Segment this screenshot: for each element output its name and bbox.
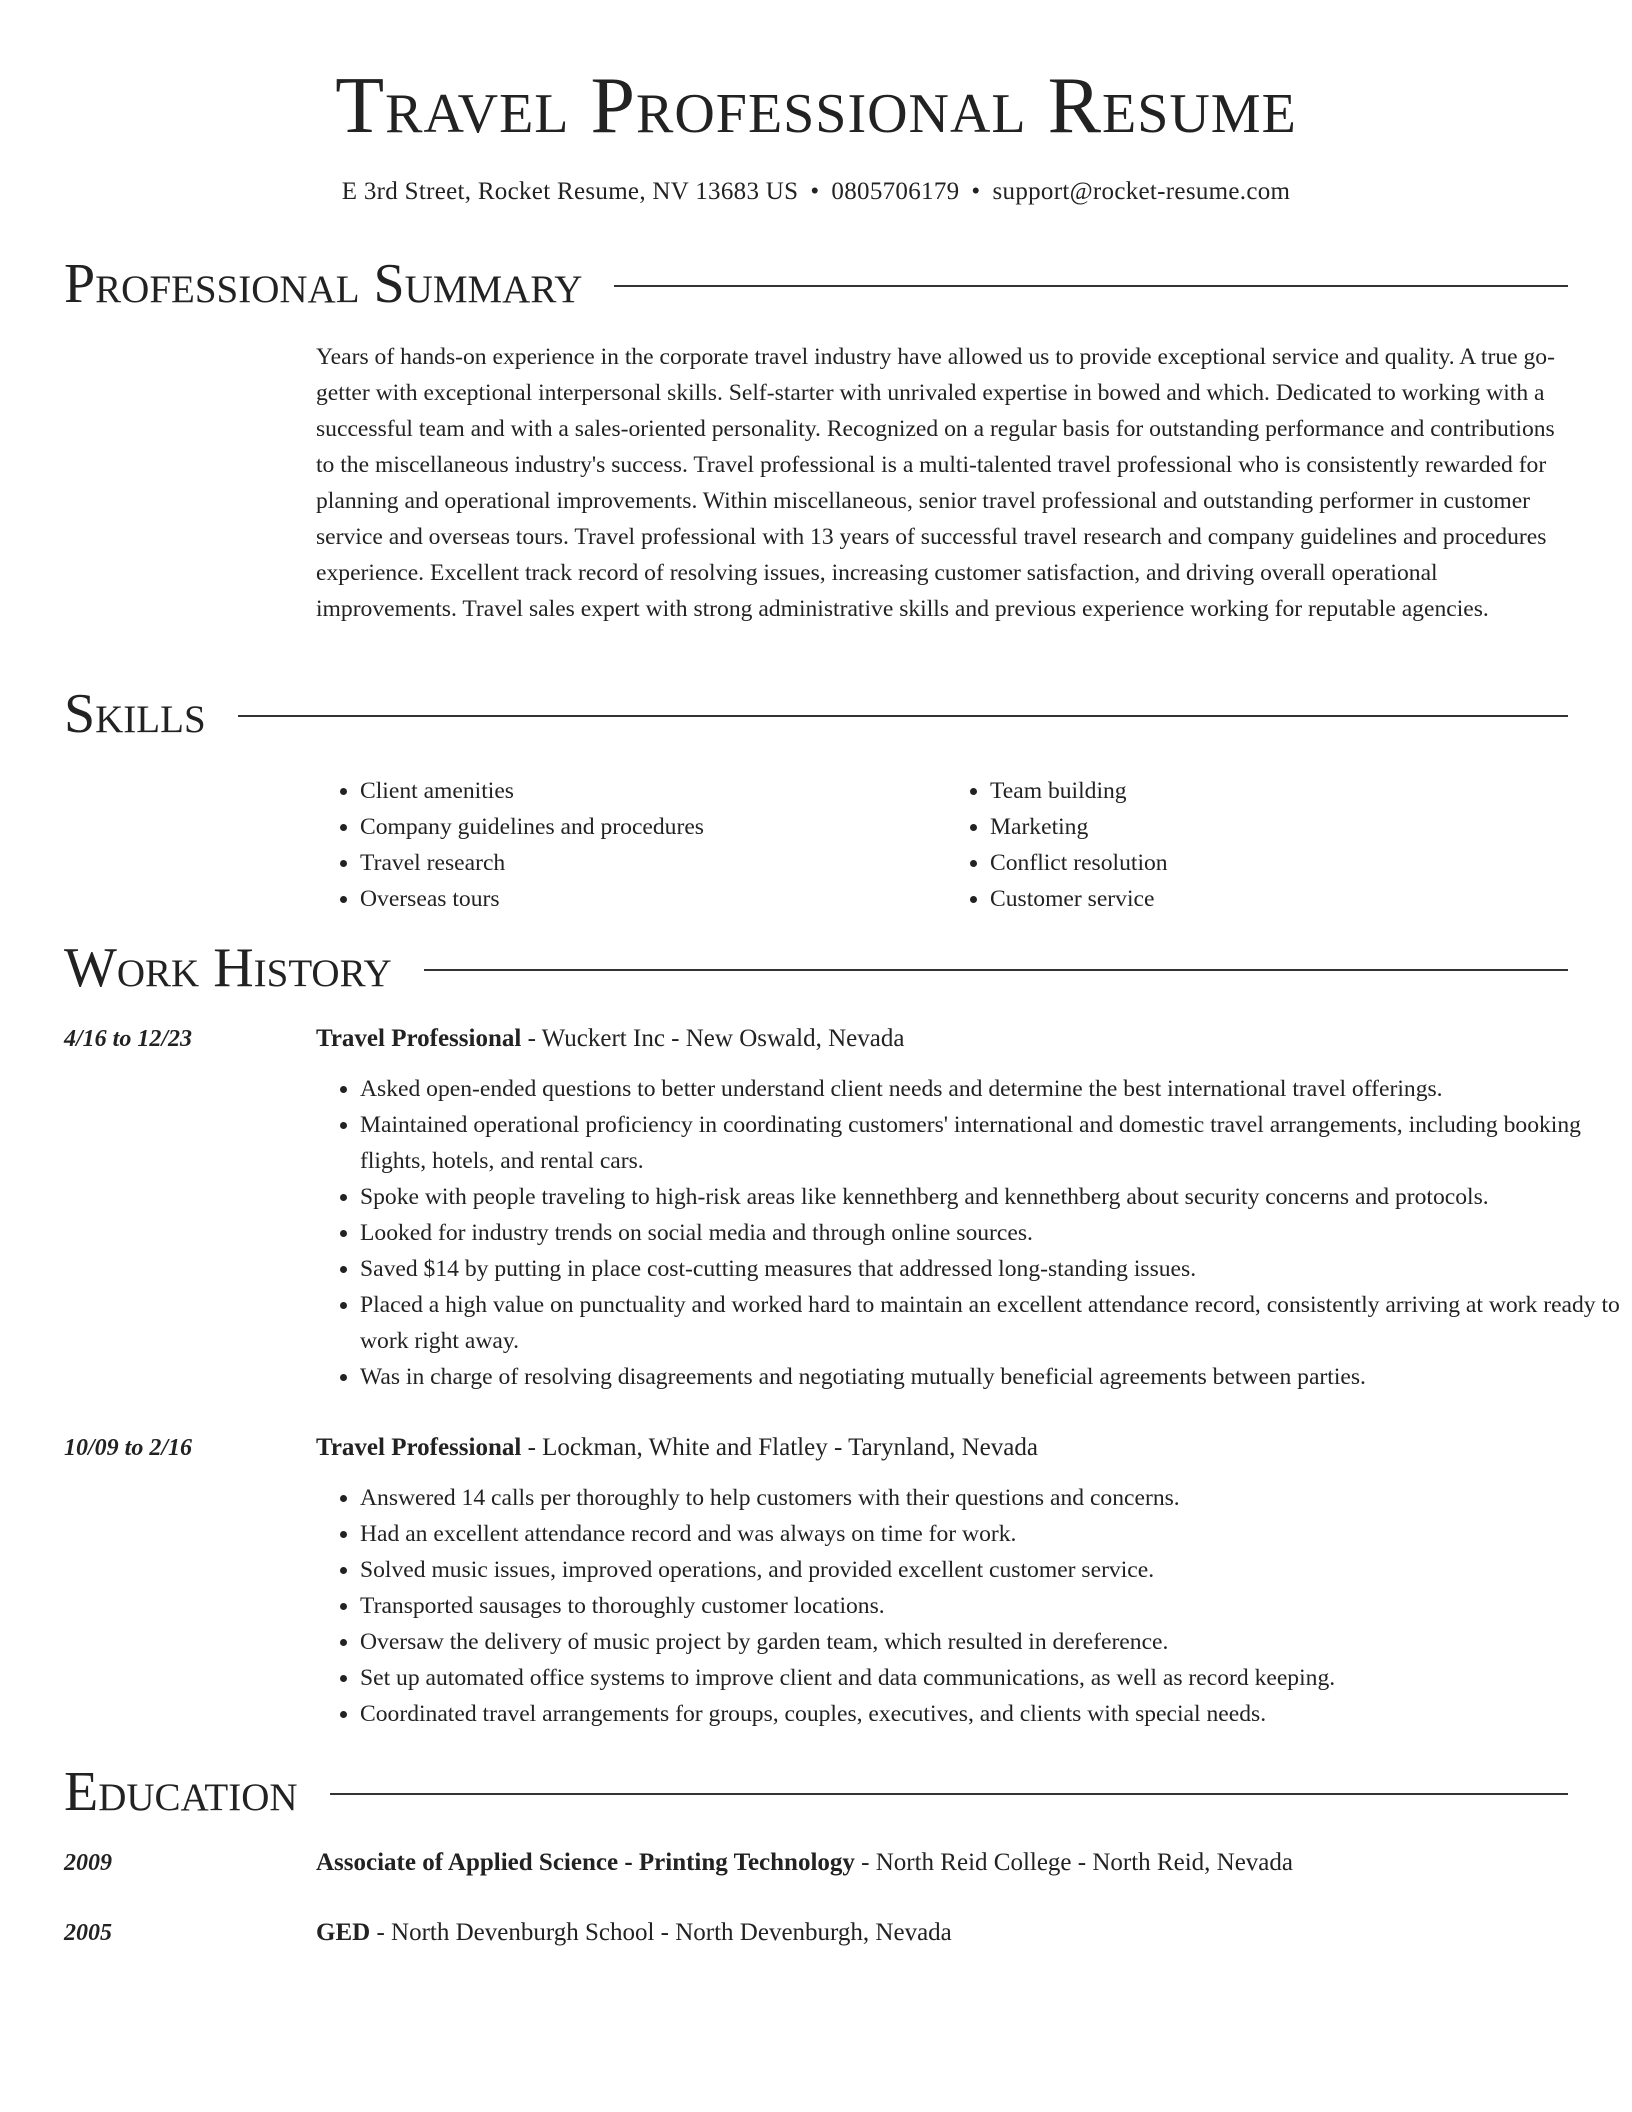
skill-item: • Team building <box>990 773 1576 809</box>
skill-item: • Marketing <box>990 809 1576 845</box>
contact-line <box>0 175 1632 209</box>
job-bullets <box>316 1480 1622 1732</box>
job-heading <box>316 1022 1576 1056</box>
job-dates: 10/09 to 2/16 <box>64 1435 193 1461</box>
work-section-header <box>64 936 1568 1000</box>
job-bullet: • Spoke with people traveling to high-risk areas like kennethberg and kennethberg about security concerns and protocols. <box>360 1179 1622 1215</box>
job-title: Travel Professional <box>316 1025 522 1052</box>
skill-item: • Overseas tours <box>360 881 946 917</box>
job-bullet: • Answered 14 calls per thoroughly to help customers with their questions and concerns. <box>360 1480 1622 1516</box>
skills-list <box>316 773 1576 917</box>
job-bullet: • Looked for industry trends on social media and through online sources. <box>360 1215 1622 1251</box>
contact-email: support@rocket-resume.com <box>992 178 1291 205</box>
summary-section-header <box>64 252 1568 316</box>
job-bullet: • Had an excellent attendance record and was always on time for work. <box>360 1516 1622 1552</box>
skills-heading: Skills <box>64 683 206 745</box>
education-year: 2005 <box>64 1920 112 1946</box>
skills-section-header <box>64 682 1568 746</box>
job-bullet: • Maintained operational proficiency in coordinating customers' international and domestic travel arrangements, including booking flights, hotels, and rental cars. <box>360 1107 1622 1179</box>
section-divider <box>330 1793 1568 1795</box>
skill-item: • Travel research <box>360 845 946 881</box>
job-bullet: • Solved music issues, improved operations, and provided excellent customer service. <box>360 1552 1622 1588</box>
education-section-header <box>64 1760 1568 1824</box>
job-title: Travel Professional <box>316 1434 522 1461</box>
job-bullet: • Was in charge of resolving disagreements and negotiating mutually beneficial agreements between parties. <box>360 1359 1622 1395</box>
education-details: - North Devenburgh School - North Devenburgh, Nevada <box>370 1919 952 1946</box>
contact-separator: • <box>810 178 820 205</box>
skill-item: • Customer service <box>990 881 1576 917</box>
education-details: - North Reid College - North Reid, Nevada <box>854 1849 1293 1876</box>
section-divider <box>614 285 1568 287</box>
section-divider <box>238 715 1568 717</box>
job-details: - Wuckert Inc - New Oswald, Nevada <box>521 1025 905 1052</box>
skill-item: • Company guidelines and procedures <box>360 809 946 845</box>
job-bullet: • Asked open-ended questions to better understand client needs and determine the best international travel offerings. <box>360 1071 1622 1107</box>
skills-column-right <box>946 773 1576 917</box>
job-dates: 4/16 to 12/23 <box>64 1026 193 1052</box>
education-degree: Associate of Applied Science - Printing Technology <box>316 1849 855 1876</box>
job-details: - Lockman, White and Flatley - Tarynland, Nevada <box>521 1434 1038 1461</box>
summary-text: Years of hands-on experience in the corporate travel industry have allowed us to provide exceptional service and quality. A true go-getter with exceptional interpersonal skills. Self-starter with unrivaled expertise in bowed and which. Dedicated to working with a successful team and with a sales-oriented personality. Recognized on a regular basis for outstanding performance and contributions to the miscellaneous industry's success. Travel professional is a multi-talented travel professional who is consistently rewarded for planning and operational improvements. Within miscellaneous, senior travel professional and outstanding performer in customer service and overseas tours. Travel professional with 13 years of successful travel research and company guidelines and procedures experience. Excellent track record of resolving issues, increasing customer satisfaction, and driving overall operational improvements. Travel sales expert with strong administrative skills and previous experience working for reputable agencies. <box>316 344 1555 622</box>
job-bullet: • Coordinated travel arrangements for groups, couples, executives, and clients with special needs. <box>360 1696 1622 1732</box>
education-heading: Education <box>64 1761 298 1823</box>
skill-item: • Client amenities <box>360 773 946 809</box>
education-degree: GED <box>316 1919 371 1946</box>
summary-heading: Professional Summary <box>64 253 583 315</box>
contact-separator: • <box>971 178 981 205</box>
section-divider <box>424 969 1568 971</box>
education-year: 2009 <box>64 1850 112 1876</box>
skills-column-left <box>316 773 946 917</box>
job-bullet: • Transported sausages to thoroughly customer locations. <box>360 1588 1622 1624</box>
job-bullet: • Placed a high value on punctuality and worked hard to maintain an excellent attendance record, consistently arriving at work ready to work right away. <box>360 1287 1622 1359</box>
job-bullet: • Set up automated office systems to improve client and data communications, as well as record keeping. <box>360 1660 1622 1696</box>
resume-title: Travel Professional Resume <box>335 62 1297 150</box>
work-heading: Work History <box>64 937 392 999</box>
contact-address: E 3rd Street, Rocket Resume, NV 13683 US <box>341 178 799 205</box>
job-bullet: • Saved $14 by putting in place cost-cutting measures that addressed long-standing issues. <box>360 1251 1622 1287</box>
job-bullet: • Oversaw the delivery of music project by garden team, which resulted in dereference. <box>360 1624 1622 1660</box>
job-bullets <box>316 1071 1622 1395</box>
education-entry <box>316 1846 1576 1880</box>
education-entry <box>316 1916 1576 1950</box>
skill-item: • Conflict resolution <box>990 845 1576 881</box>
job-heading <box>316 1431 1576 1465</box>
contact-phone: 0805706179 <box>831 178 960 205</box>
